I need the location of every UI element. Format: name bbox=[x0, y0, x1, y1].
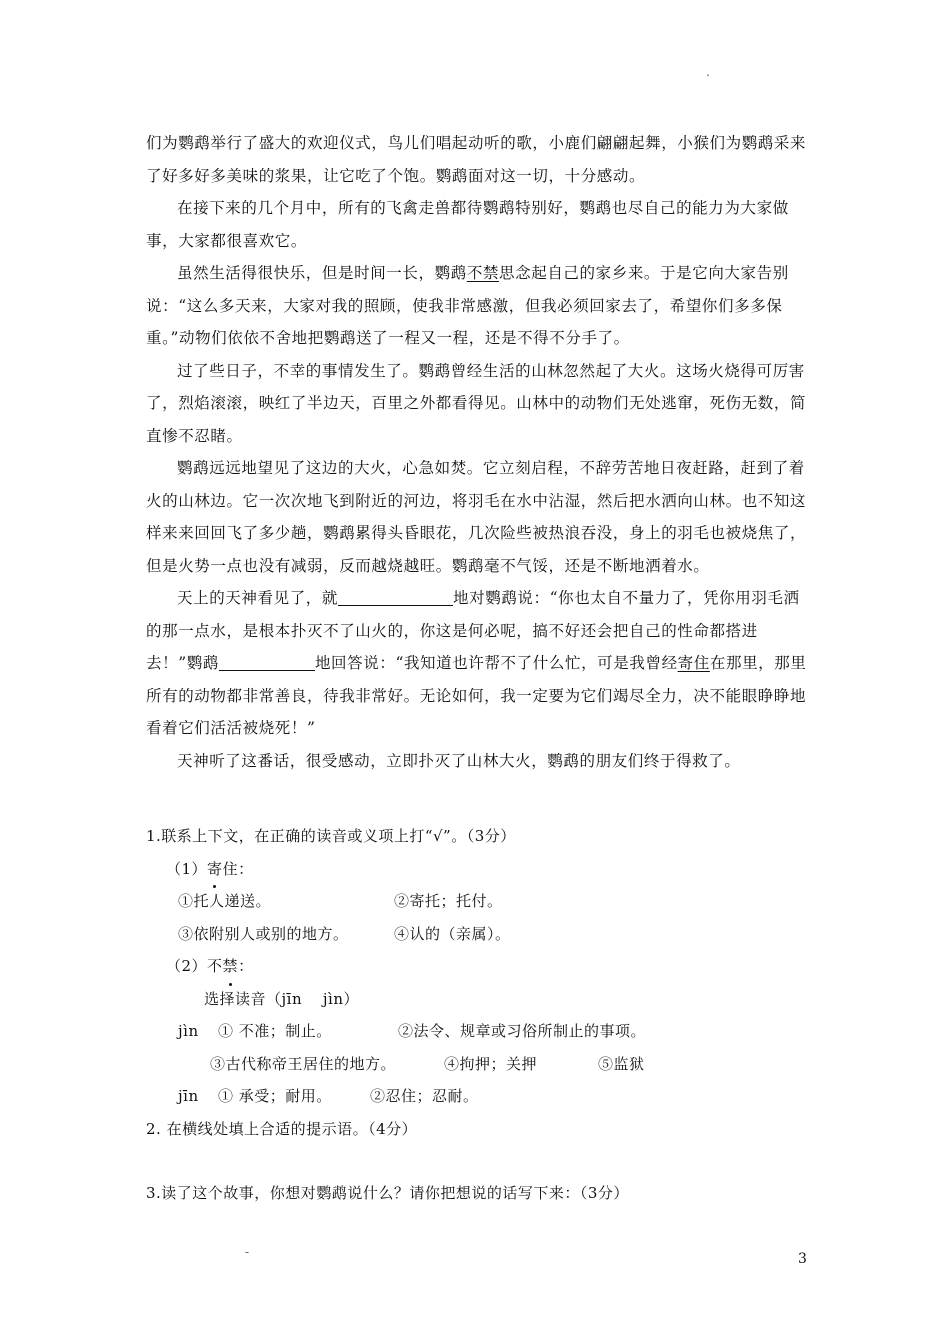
question-1: 1.联系上下文，在正确的读音或义项上打“√”。（3分） bbox=[146, 827, 516, 845]
pronunciation-choice: 选择读音（jīn jìn） bbox=[204, 989, 359, 1008]
option-jin4-1[interactable]: ① 不准；制止。 bbox=[218, 1022, 332, 1040]
page-number: 3 bbox=[798, 1251, 807, 1267]
part-label: （2）不 bbox=[166, 957, 223, 975]
part-label: （1） bbox=[166, 859, 208, 878]
fill-blank-1[interactable] bbox=[338, 586, 453, 606]
story-paragraph-6 bbox=[146, 582, 810, 745]
text-span: 虽然生活得很快乐，但是时间一长，鹦鹉 bbox=[177, 264, 467, 282]
story-text bbox=[146, 127, 810, 777]
option-jin1-2[interactable]: ②忍住；忍耐。 bbox=[370, 1087, 479, 1105]
question-1-part-1 bbox=[146, 853, 826, 886]
underlined-word-jizhu: 寄住 bbox=[677, 654, 710, 672]
story-paragraph-3 bbox=[146, 257, 810, 355]
option-jin4-3[interactable]: ③古代称帝王居住的地方。 bbox=[210, 1054, 397, 1073]
story-paragraph-4: 过了些日子，不幸的事情发生了。鹦鹉曾经生活的山林忽然起了大火。这场火烧得可厉害了，烈焰滚滚，映红了半边天，百里之外都看得见。山林中的动物们无处逃窜，死伤无数，简直惨不忍睹。 bbox=[146, 361, 807, 445]
question-1-part-2 bbox=[146, 950, 826, 983]
text-span: 天上的天神看见了，就 bbox=[177, 589, 339, 607]
jin1-row bbox=[146, 1080, 826, 1113]
option-jin4-5[interactable]: ⑤监狱 bbox=[598, 1054, 645, 1073]
fill-blank-2[interactable] bbox=[219, 651, 315, 671]
question-2: 2. 在横线处填上合适的提示语。（4分） bbox=[146, 1119, 418, 1138]
text-span: 在那里，那里所有的动物都非常善良，待我非常好。无论如何，我一定要为它们竭尽全力，决不能眼睁睁地看着它们活活被烧死！” bbox=[146, 654, 807, 737]
option-row-1 bbox=[146, 885, 826, 918]
pinyin-jin4-label: jìn bbox=[178, 1022, 199, 1040]
option-ji-4[interactable]: ④认的（亲属）。 bbox=[394, 924, 511, 943]
footer-dot: - bbox=[245, 1245, 250, 1259]
story-paragraph-7: 天神听了这番话，很受感动，立即扑灭了山林大火，鹦鹉的朋友们终于得救了。 bbox=[177, 751, 741, 770]
text-span: 思念起自己的家乡来。于是它向大家告别说：“这么多天来，大家对我的照顾，使我非常感激，但我必须回家去了，希望你们多多保重。”动物们依依不舍地把鹦鹉送了一程又一程，还是不得不分手了。 bbox=[146, 264, 789, 347]
underlined-word-bujin: 不禁 bbox=[466, 264, 500, 282]
option-jin4-4[interactable]: ④拘押；关押 bbox=[444, 1054, 538, 1073]
option-ji-3[interactable]: ③依附别人或别的地方。 bbox=[178, 924, 349, 943]
option-ji-2[interactable]: ②寄托；托付。 bbox=[394, 892, 503, 910]
option-jin1-1[interactable]: ① 承受；耐用。 bbox=[218, 1087, 332, 1105]
story-paragraph-2: 在接下来的几个月中，所有的飞禽走兽都待鹦鹉特别好，鹦鹉也尽自己的能力为大家做事，大家都很喜欢它。 bbox=[146, 199, 789, 250]
text-span: ： bbox=[238, 957, 254, 975]
question-3: 3.读了这个故事，你想对鹦鹉说什么？请你把想说的话写下来：（3分） bbox=[146, 1184, 629, 1202]
jin4-row-2 bbox=[146, 1048, 826, 1081]
story-paragraph-5: 鹦鹉远远地望见了这边的大火，心急如焚。它立刻启程，不辞劳苦地日夜赶路，赶到了着火的山林边。它一次次地飞到附近的河边，将羽毛在水中沾湿，然后把水洒向山林。也不知这样来来回回飞了多少趟，鹦鹉累得头昏眼花，几次险些被热浪吞没，身上的羽毛也被烧焦了，但是火势一点也没有减弱，反而越烧越旺。鹦鹉毫不气馁，还是不断地洒着水。 bbox=[146, 459, 807, 575]
text-span: 地回答说：“我知道也许帮不了什么忙，可是我曾经 bbox=[314, 654, 678, 672]
header-dot: . bbox=[706, 65, 710, 79]
option-jin4-2[interactable]: ②法令、规章或习俗所制止的事项。 bbox=[398, 1022, 647, 1040]
pinyin-jin1-label: jīn bbox=[178, 1087, 199, 1105]
jin4-row-1 bbox=[146, 1015, 826, 1048]
story-paragraph-1: 们为鹦鹉举行了盛大的欢迎仪式，鸟儿们唱起动听的歌，小鹿们翩翩起舞，小猴们为鹦鹉采来了好多好多美味的浆果，让它吃了个饱。鹦鹉面对这一切，十分感动。 bbox=[146, 134, 807, 185]
questions-section bbox=[146, 820, 826, 1210]
text-span: 地对鹦鹉说：“你也太自不量力了，凭你用羽毛洒的那一点水，是根本扑灭不了山火的，你这是何必呢，搞不好还会把自己的性命都搭进去！”鹦鹉 bbox=[146, 589, 800, 672]
option-ji-1[interactable]: ①托人递送。 bbox=[178, 892, 272, 910]
option-row-2 bbox=[146, 918, 826, 951]
text-span: 住： bbox=[222, 859, 254, 878]
dotted-char-jin: 禁 bbox=[223, 950, 239, 983]
dotted-char-ji: 寄 bbox=[207, 853, 223, 886]
